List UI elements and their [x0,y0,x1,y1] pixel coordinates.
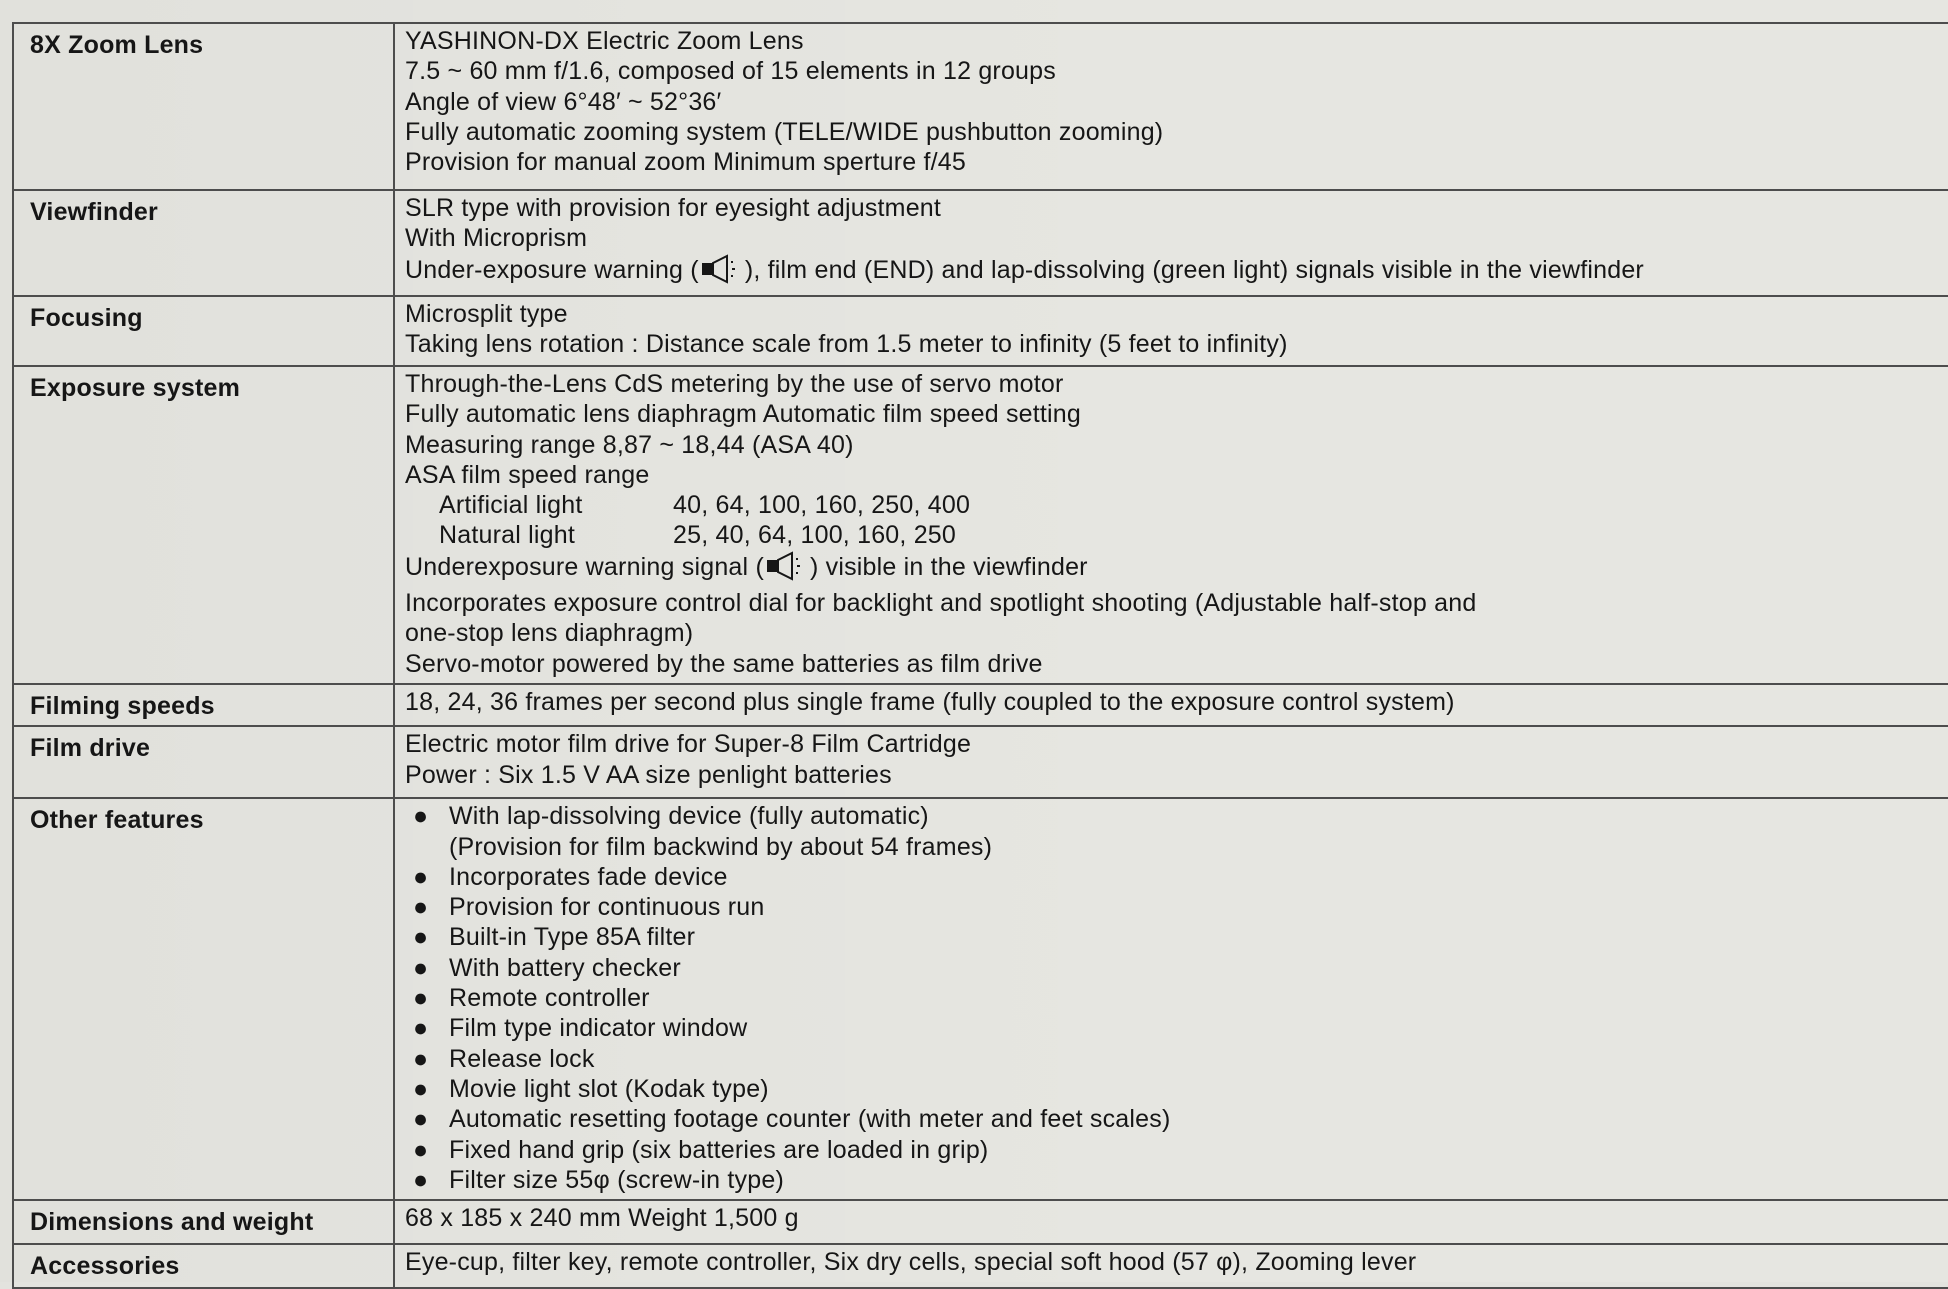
asa-label: Artificial light [439,491,583,520]
spec-line: Fully automatic lens diaphragm Automatic film speed setting [405,400,1082,429]
feature-item [405,983,1948,1013]
specifications-table [12,22,1948,1289]
feature-text: Built-in Type 85A filter [449,923,696,952]
feature-text: Incorporates fade device [449,862,728,891]
spec-row-other-features [13,798,1948,1200]
feature-item [405,1074,1948,1104]
feature-item [405,862,1948,892]
spec-line: Measuring range 8,87 ~ 18,44 (ASA 40) [405,430,854,459]
asa-values: 25, 40, 64, 100, 160, 250 [673,521,957,550]
spec-label: 8X Zoom Lens [13,23,394,190]
spec-value [394,23,1948,190]
feature-continuation: (Provision for film backwind by about 54 frames) [449,832,993,861]
feature-text: Fixed hand grip (six batteries are loaded in grip) [449,1135,989,1164]
spec-line: Microsplit type [405,300,568,328]
asa-row [405,520,1948,550]
feature-item [405,1165,1948,1195]
spec-text: Underexposure warning signal ( [405,552,764,581]
asa-label: Natural light [439,521,575,550]
spec-value [394,726,1948,798]
feature-item [405,1135,1948,1165]
feature-text: Release lock [449,1044,595,1073]
bullet-icon: ● [413,923,429,952]
spec-text: ), film end (END) and lap-dissolving (green light) signals visible in the viewfinder [744,255,1644,284]
spec-row-viewfinder [13,190,1948,296]
spec-line: Angle of view 6°48′ ~ 52°36′ [405,87,722,116]
spec-value [394,366,1948,684]
spec-row-focusing [13,296,1948,366]
spec-value [394,190,1948,296]
feature-item [405,1013,1948,1043]
bullet-icon: ● [413,1014,429,1043]
spec-line: Eye-cup, filter key, remote controller, Six dry cells, special soft hood (57 φ), Zooming lever [405,1248,1417,1277]
spec-line: one-stop lens diaphragm) [405,619,694,648]
bullet-icon: ● [413,1165,429,1194]
spec-label: Focusing [13,296,394,366]
bullet-icon: ● [413,802,429,831]
feature-text: With battery checker [449,953,681,982]
spec-text: ) visible in the viewfinder [809,552,1088,581]
spec-row-exposure-system [13,366,1948,684]
spec-row-film-drive [13,726,1948,798]
feature-text: Film type indicator window [449,1014,748,1043]
spec-line: Taking lens rotation : Distance scale from 1.5 meter to infinity (5 feet to infinity) [405,330,1288,359]
feature-text: Remote controller [449,984,650,1013]
asa-values: 40, 64, 100, 160, 250, 400 [673,491,971,520]
spec-line: Power : Six 1.5 V AA size penlight batteries [405,760,892,789]
feature-text: With lap-dissolving device (fully automatic) [449,802,929,831]
spec-value [394,798,1948,1200]
bullet-icon: ● [413,1044,429,1073]
spec-line: Through-the-Lens CdS metering by the use of servo motor [405,370,1064,398]
bullet-icon: ● [413,1105,429,1134]
feature-item [405,1044,1948,1074]
spec-line: SLR type with provision for eyesight adjustment [405,194,942,222]
spec-label: Accessories [13,1244,394,1288]
bullet-icon: ● [413,984,429,1013]
spec-line [405,254,1948,291]
bullet-icon: ● [413,1074,429,1103]
spec-label: Filming speeds [13,684,394,726]
spec-line: Provision for manual zoom Minimum sperture f/45 [405,148,966,177]
feature-item [405,892,1948,922]
spec-value [394,684,1948,726]
spec-value [394,1200,1948,1244]
feature-text: Automatic resetting footage counter (with meter and feet scales) [449,1105,1171,1134]
spec-line: With Microprism [405,224,588,253]
spec-label: Exposure system [13,366,394,684]
spec-line: 7.5 ~ 60 mm f/1.6, composed of 15 elements in 12 groups [405,57,1056,86]
spec-line: YASHINON-DX Electric Zoom Lens [405,27,804,55]
feature-item [405,922,1948,952]
spec-line: Electric motor film drive for Super-8 Film Cartridge [405,730,972,759]
feature-text: Provision for continuous run [449,893,765,922]
spec-line: 18, 24, 36 frames per second plus single frame (fully coupled to the exposure control system) [405,687,1455,716]
spec-line: Incorporates exposure control dial for backlight and spotlight shooting (Adjustable half-stop and [405,589,1477,618]
feature-text: Filter size 55φ (screw-in type) [449,1165,784,1194]
spec-label: Dimensions and weight [13,1200,394,1244]
spec-line: Fully automatic zooming system (TELE/WIDE pushbutton zooming) [405,117,1164,146]
underexposure-warning-icon [764,551,810,588]
feature-item [405,801,1948,831]
spec-line: Servo-motor powered by the same batteries as film drive [405,649,1043,678]
spec-line: ASA film speed range [405,460,650,489]
bullet-icon: ● [413,1135,429,1164]
underexposure-warning-icon [699,254,745,291]
feature-text: Movie light slot (Kodak type) [449,1074,769,1103]
asa-row [405,490,1948,520]
spec-line: 68 x 185 x 240 mm Weight 1,500 g [405,1204,799,1233]
spec-row-filming-speeds [13,684,1948,726]
spec-label: Film drive [13,726,394,798]
spec-text: Under-exposure warning ( [405,255,699,284]
spec-row-dimensions-weight [13,1200,1948,1244]
feature-item [405,953,1948,983]
spec-row-zoom-lens [13,23,1948,190]
feature-item [405,1104,1948,1134]
spec-value [394,296,1948,366]
spec-label: Viewfinder [13,190,394,296]
spec-label: Other features [13,798,394,1200]
spec-line [405,551,1948,588]
bullet-icon: ● [413,953,429,982]
bullet-icon: ● [413,893,429,922]
bullet-icon: ● [413,862,429,891]
